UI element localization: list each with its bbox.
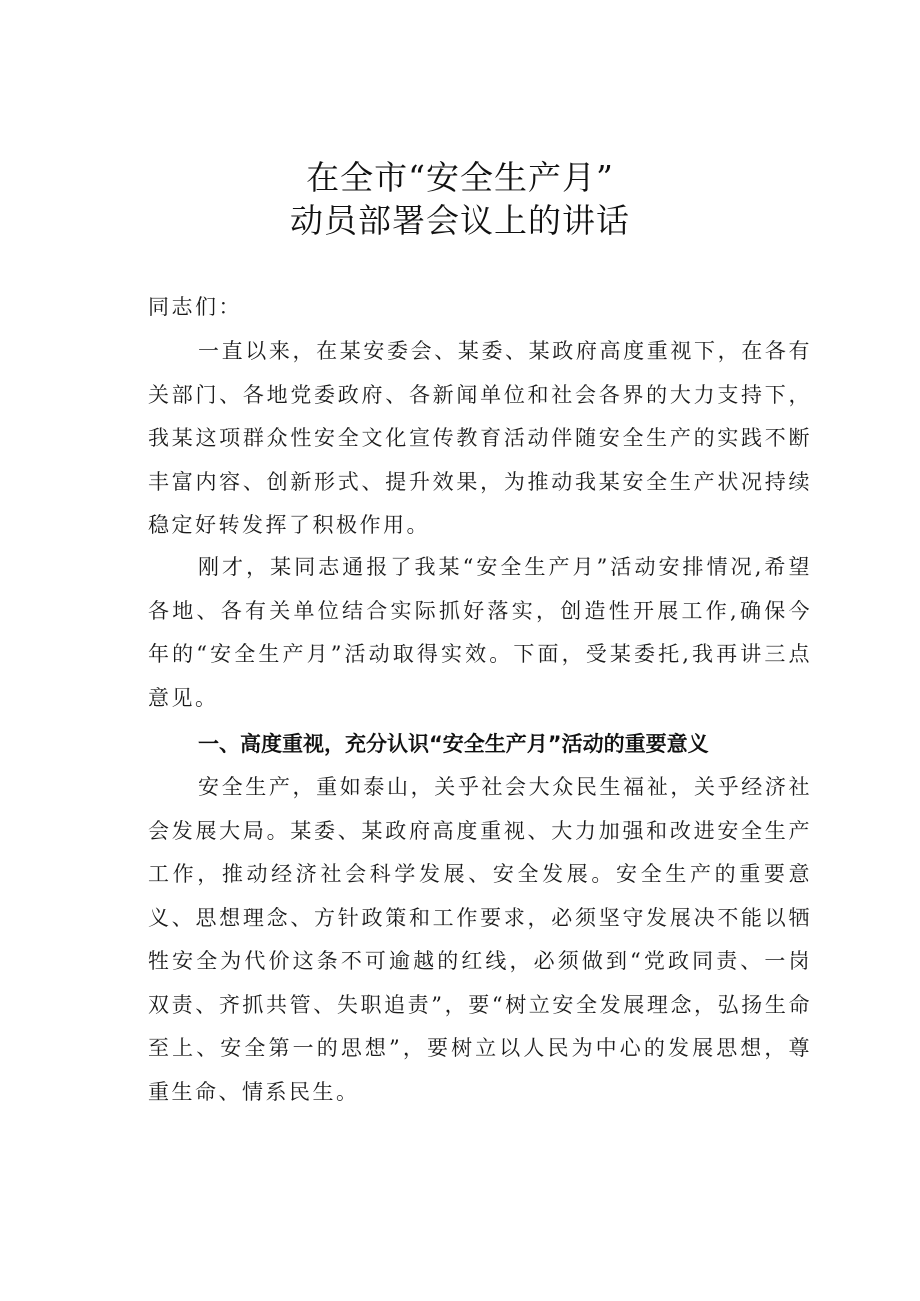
document-title-line1: 在全市“安全生产月” — [306, 158, 614, 197]
paragraph: 安全生产，重如泰山，关乎社会大众民生福祉，关乎经济社会发展大局。某委、某政府高度重视、大力加强和改进安全生产工作，推动经济社会科学发展、安全发展。安全生产的重要意义、思想理念、方针政策和工作要求，必须坚守发展决不能以牺牲安全为代价这条不可逾越的红线，必须做到“党政同责、一岗双责、齐抓共管、失职追责”，要“树立安全发展理念，弘扬生命至上、安全第一的思想”，要树立以人民为中心的发展思想，尊重生命、情系民生。 — [148, 775, 812, 1104]
document-title-line2: 动员部署会议上的讲话 — [290, 201, 630, 240]
salutation: 同志们： — [148, 295, 242, 319]
paragraph: 刚才，某同志通报了我某“安全生产月”活动安排情况,希望各地、各有关单位结合实际抓好落实，创造性开展工作,确保今年的“安全生产月”活动取得实效。下面，受某委托,我再讲三点意见。 — [148, 555, 812, 710]
section-heading: 一、高度重视，充分认识“安全生产月”活动的重要意义 — [198, 732, 709, 756]
paragraph: 一直以来，在某安委会、某委、某政府高度重视下，在各有关部门、各地党委政府、各新闻单位和社会各界的大力支持下，我某这项群众性安全文化宣传教育活动伴随安全生产的实践不断丰富内容、创新形式、提升效果，为推动我某安全生产状况持续稳定好转发挥了积极作用。 — [148, 339, 812, 537]
